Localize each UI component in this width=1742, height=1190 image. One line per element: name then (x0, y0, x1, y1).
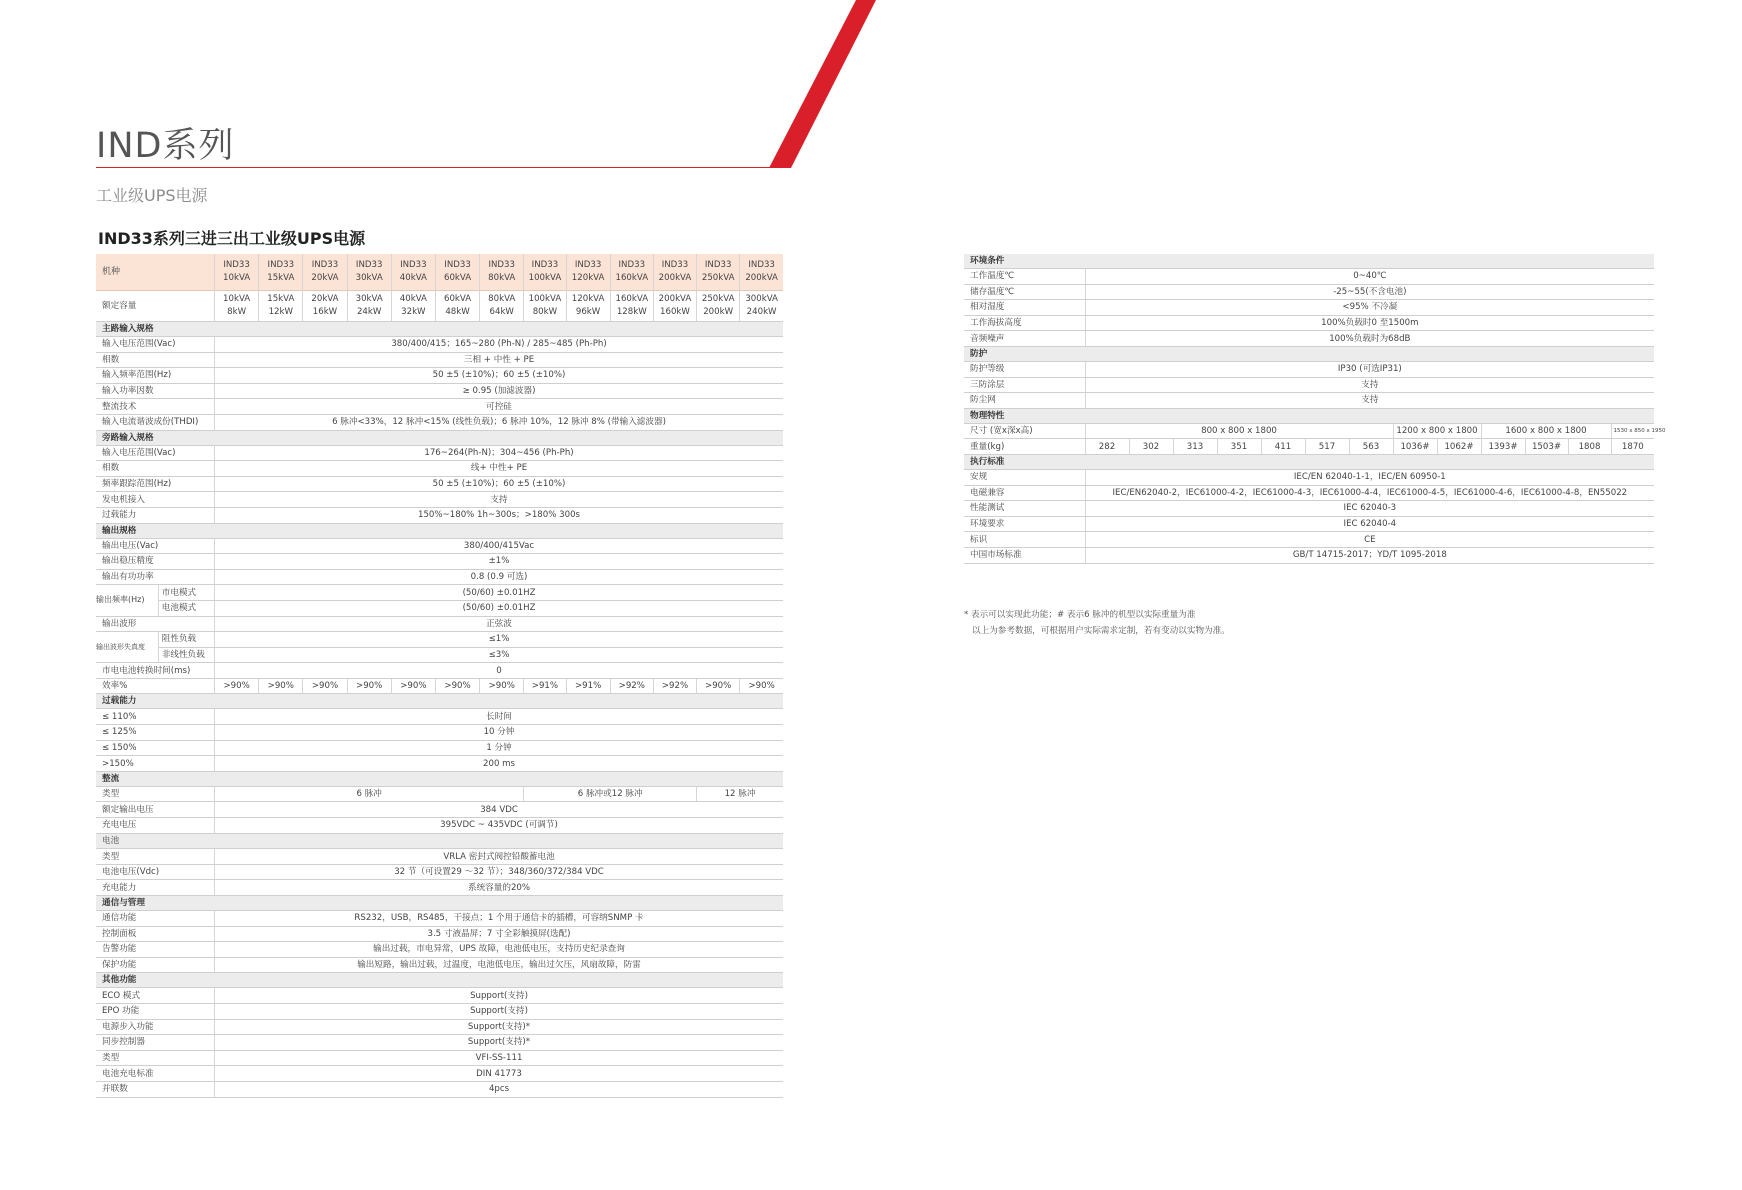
sub-label: 阻性负载 (158, 632, 214, 648)
row-label: 工作海拔高度 (964, 315, 1085, 331)
table-row (96, 694, 783, 709)
section-header: 主路输入规格 (96, 322, 783, 337)
row-label: ECO 模式 (96, 988, 215, 1004)
model-header: IND33 200kVA (740, 254, 783, 291)
table-row (96, 430, 783, 445)
section-header: 通信与管理 (96, 896, 783, 911)
row-label: 安规 (964, 469, 1085, 485)
group-label: 输出频率(Hz) (96, 585, 158, 616)
row-value: 线+ 中性+ PE (215, 461, 783, 477)
table-row (964, 377, 1654, 393)
row-value: 380/400/415；165~280 (Ph-N) / 285~485 (Ph-Ph) (215, 337, 783, 353)
row-value: 输出短路，输出过载，过温度，电池低电压，输出过欠压，风扇故障，防雷 (215, 957, 783, 973)
model-header: IND33 15kVA (259, 254, 303, 291)
row-value: 支持 (1085, 393, 1654, 409)
table-row (964, 547, 1654, 563)
row-label: 保护功能 (96, 957, 215, 973)
row-value: IP30 (可选IP31) (1085, 361, 1654, 377)
section-title: IND33系列三进三出工业级UPS电源 (98, 229, 366, 248)
table-row (964, 300, 1654, 316)
row-label: 类型 (96, 786, 215, 802)
row-label: 输出稳压精度 (96, 554, 215, 570)
row-value: 支持 (215, 492, 783, 508)
capacity-value: 15kVA 12kW (259, 291, 303, 322)
row-label: 电池充电标准 (96, 1066, 215, 1082)
row-value: 200 ms (215, 756, 783, 772)
table-row (96, 585, 783, 601)
model-label: 机种 (96, 254, 215, 291)
row-label: 类型 (96, 1050, 215, 1066)
footnotes (964, 607, 1230, 639)
capacity-value: 120kVA 96kW (566, 291, 610, 322)
table-row (964, 469, 1654, 485)
table-row (96, 1019, 783, 1035)
row-value: 176~264(Ph-N)；304~456 (Ph-Ph) (215, 445, 783, 461)
row-label: 并联数 (96, 1081, 215, 1097)
row-value: 800 x 800 x 1800 (1085, 423, 1393, 439)
model-header: IND33 250kVA (697, 254, 740, 291)
row-label: 输出波形 (96, 616, 215, 632)
row-label: 储存温度℃ (964, 284, 1085, 300)
row-value: 150%~180% 1h~300s；>180% 300s (215, 507, 783, 523)
table-row (96, 352, 783, 368)
row-label: >150% (96, 756, 215, 772)
table-row (96, 911, 783, 927)
row-value: ≤3% (215, 647, 783, 663)
weight-value: 302 (1129, 439, 1173, 455)
row-label: 标识 (964, 532, 1085, 548)
table-row (96, 973, 783, 988)
weight-value: 563 (1349, 439, 1393, 455)
row-value: 380/400/415Vac (215, 538, 783, 554)
row-value: 6 脉冲或12 脉冲 (524, 786, 697, 802)
row-value: ≥ 0.95 (加滤波器) (215, 383, 783, 399)
table-row (96, 445, 783, 461)
footnote-1: * 表示可以实现此功能；# 表示6 脉冲的机型以实际重量为准 (964, 610, 1196, 620)
capacity-value: 20kVA 16kW (303, 291, 347, 322)
row-label: 中国市场标准 (964, 547, 1085, 563)
capacity-value: 200kVA 160kW (653, 291, 696, 322)
table-row (964, 516, 1654, 532)
row-value: Support(支持) (215, 988, 783, 1004)
row-value: 6 脉冲 (215, 786, 524, 802)
row-label: 市电电池转换时间(ms) (96, 663, 215, 679)
row-label: ≤ 150% (96, 740, 215, 756)
table-row (96, 942, 783, 958)
efficiency-value: >90% (347, 678, 391, 694)
table-row (964, 346, 1654, 361)
row-label: 输出电压(Vac) (96, 538, 215, 554)
section-header: 防护 (964, 346, 1654, 361)
table-row (96, 523, 783, 538)
capacity-value: 300kVA 240kW (740, 291, 783, 322)
capacity-value: 250kVA 200kW (697, 291, 740, 322)
row-value: IEC/EN 62040-1-1，IEC/EN 60950-1 (1085, 469, 1654, 485)
table-row (96, 818, 783, 834)
row-value: 3.5 寸液晶屏；7 寸全彩触摸屏(选配) (215, 926, 783, 942)
table-row (96, 988, 783, 1004)
row-label: 电池电压(Vdc) (96, 864, 215, 880)
row-label: 输入电压范围(Vac) (96, 337, 215, 353)
table-row (96, 833, 783, 849)
model-header: IND33 20kVA (303, 254, 347, 291)
row-label: ≤ 125% (96, 725, 215, 741)
section-header: 过载能力 (96, 694, 783, 709)
table-row (964, 284, 1654, 300)
table-row (96, 461, 783, 477)
efficiency-value: >92% (653, 678, 696, 694)
efficiency-value: >92% (610, 678, 653, 694)
table-row (96, 1050, 783, 1066)
table-row (964, 532, 1654, 548)
row-label: 防尘网 (964, 393, 1085, 409)
row-value: 6 脉冲<33%，12 脉冲<15% (线性负载)；6 脉冲 10%，12 脉冲 8% (带输入滤波器) (215, 414, 783, 430)
row-value: 长时间 (215, 709, 783, 725)
table-row (964, 454, 1654, 469)
row-label: 控制面板 (96, 926, 215, 942)
row-label: 充电能力 (96, 880, 215, 896)
table-row (964, 361, 1654, 377)
table-row (96, 616, 783, 632)
section-header: 执行标准 (964, 454, 1654, 469)
row-value: Support(支持)* (215, 1019, 783, 1035)
row-label: 环境要求 (964, 516, 1085, 532)
model-header: IND33 30kVA (347, 254, 391, 291)
table-row (964, 423, 1654, 439)
table-row (96, 554, 783, 570)
table-row (96, 337, 783, 353)
capacity-value: 60kVA 48kW (435, 291, 479, 322)
table-row (964, 254, 1654, 269)
efficiency-value: >90% (480, 678, 524, 694)
row-value: IEC 62040-3 (1085, 501, 1654, 517)
table-row (96, 926, 783, 942)
efficiency-value: >90% (303, 678, 347, 694)
table-row (96, 1003, 783, 1019)
table-row (96, 756, 783, 772)
table-row (96, 1035, 783, 1051)
row-value: 支持 (1085, 377, 1654, 393)
row-value: 384 VDC (215, 802, 783, 818)
table-row (96, 678, 783, 694)
row-value: 100%负载时0 至1500m (1085, 315, 1654, 331)
section-header: 电池 (96, 833, 783, 849)
section-header: 其他功能 (96, 973, 783, 988)
row-value: RS232，USB，RS485，干接点；1 个用于通信卡的插槽，可容纳SNMP 卡 (215, 911, 783, 927)
row-value: -25~55(不含电池) (1085, 284, 1654, 300)
row-label: 重量(kg) (964, 439, 1085, 455)
weight-value: 1036# (1393, 439, 1437, 455)
sub-label: 电池模式 (158, 600, 214, 616)
row-value: 395VDC ~ 435VDC (可调节) (215, 818, 783, 834)
row-value: 50 ±5 (±10%)；60 ±5 (±10%) (215, 368, 783, 384)
row-label: 通信功能 (96, 911, 215, 927)
weight-value: 313 (1173, 439, 1217, 455)
row-value: 50 ±5 (±10%)；60 ±5 (±10%) (215, 476, 783, 492)
row-value: Support(支持)* (215, 1035, 783, 1051)
row-value: DIN 41773 (215, 1066, 783, 1082)
table-row (96, 663, 783, 679)
row-value: 0~40℃ (1085, 269, 1654, 285)
row-label: 尺寸 (宽x深x高) (964, 423, 1085, 439)
table-row (96, 1081, 783, 1097)
capacity-label: 额定容量 (96, 291, 215, 322)
table-row (96, 864, 783, 880)
row-label: EPO 功能 (96, 1003, 215, 1019)
model-header: IND33 120kVA (566, 254, 610, 291)
model-header: IND33 100kVA (524, 254, 566, 291)
weight-value: 351 (1217, 439, 1261, 455)
row-value: Support(支持) (215, 1003, 783, 1019)
row-value: 10 分钟 (215, 725, 783, 741)
row-value: (50/60) ±0.01HZ (215, 600, 783, 616)
row-value: 4pcs (215, 1081, 783, 1097)
weight-value: 1870 (1611, 439, 1654, 455)
row-label: 类型 (96, 849, 215, 865)
row-value: GB/T 14715-2017；YD/T 1095-2018 (1085, 547, 1654, 563)
efficiency-value: >90% (435, 678, 479, 694)
row-value: 1530 x 850 x 1950 (1611, 423, 1654, 439)
row-label: ≤ 110% (96, 709, 215, 725)
row-label: 输出有功功率 (96, 569, 215, 585)
page-subtitle: 工业级UPS电源 (96, 186, 208, 205)
row-value: IEC/EN62040-2，IEC61000-4-2，IEC61000-4-3，IEC61000-4-4，IEC61000-4-5，IEC61000-4-6，IEC61000-4-8，EN55022 (1085, 485, 1654, 501)
row-label: 工作温度℃ (964, 269, 1085, 285)
table-row (96, 538, 783, 554)
row-label: 性能测试 (964, 501, 1085, 517)
section-header: 旁路输入规格 (96, 430, 783, 445)
row-value: CE (1085, 532, 1654, 548)
table-row (964, 315, 1654, 331)
table-row (964, 439, 1654, 455)
row-value: 32 节（可设置29 ～32 节）；348/360/372/384 VDC (215, 864, 783, 880)
row-label: 相数 (96, 352, 215, 368)
row-label: 音频噪声 (964, 331, 1085, 347)
table-row (96, 1066, 783, 1082)
group-label: 输出波形失真度 (96, 632, 158, 663)
row-value: VRLA 密封式阀控铅酸蓄电池 (215, 849, 783, 865)
row-value: 0.8 (0.9 可选) (215, 569, 783, 585)
table-row (96, 368, 783, 384)
row-label: 相对湿度 (964, 300, 1085, 316)
row-value: (50/60) ±0.01HZ (215, 585, 783, 601)
table-row (96, 647, 783, 663)
efficiency-value: >90% (259, 678, 303, 694)
row-value: 系统容量的20% (215, 880, 783, 896)
row-value: 1600 x 800 x 1800 (1481, 423, 1611, 439)
row-value: VFI-SS-111 (215, 1050, 783, 1066)
row-value: IEC 62040-4 (1085, 516, 1654, 532)
table-row (96, 600, 783, 616)
table-row (96, 322, 783, 337)
table-row (96, 771, 783, 786)
row-label: 充电电压 (96, 818, 215, 834)
row-value: ±1% (215, 554, 783, 570)
capacity-value: 100kVA 80kW (524, 291, 566, 322)
spec-table-right (964, 254, 1666, 564)
row-value: 正弦波 (215, 616, 783, 632)
section-header: 输出规格 (96, 523, 783, 538)
row-value: 100%负载时为68dB (1085, 331, 1654, 347)
capacity-value: 30kVA 24kW (347, 291, 391, 322)
row-label: 额定输出电压 (96, 802, 215, 818)
row-label: 相数 (96, 461, 215, 477)
table-row (96, 492, 783, 508)
efficiency-value: >91% (566, 678, 610, 694)
table-row (96, 709, 783, 725)
efficiency-value: >91% (524, 678, 566, 694)
row-label: 电源步入功能 (96, 1019, 215, 1035)
model-header: IND33 10kVA (215, 254, 259, 291)
row-label: 电磁兼容 (964, 485, 1085, 501)
row-value: 0 (215, 663, 783, 679)
row-value: ≤1% (215, 632, 783, 648)
weight-value: 411 (1261, 439, 1305, 455)
weight-value: 517 (1305, 439, 1349, 455)
row-label: 防护等级 (964, 361, 1085, 377)
row-label: 输入电流谐波成份(THDI) (96, 414, 215, 430)
table-row (96, 880, 783, 896)
table-row (964, 485, 1654, 501)
row-value: 可控硅 (215, 399, 783, 415)
row-value: 1 分钟 (215, 740, 783, 756)
row-value: 输出过载，市电异常，UPS 故障，电池低电压，支持历史纪录查询 (215, 942, 783, 958)
table-row (964, 331, 1654, 347)
model-header: IND33 160kVA (610, 254, 653, 291)
table-row (96, 383, 783, 399)
row-value: <95% 不冷凝 (1085, 300, 1654, 316)
row-value: 12 脉冲 (697, 786, 783, 802)
table-row (96, 507, 783, 523)
weight-value: 282 (1085, 439, 1129, 455)
table-row (96, 896, 783, 911)
capacity-value: 40kVA 32kW (391, 291, 435, 322)
row-label: 三防涂层 (964, 377, 1085, 393)
table-row (96, 569, 783, 585)
model-header: IND33 80kVA (480, 254, 524, 291)
model-header: IND33 200kVA (653, 254, 696, 291)
table-row (96, 254, 783, 291)
sub-label: 非线性负载 (158, 647, 214, 663)
model-header: IND33 40kVA (391, 254, 435, 291)
row-label: 同步控制器 (96, 1035, 215, 1051)
row-label: 发电机接入 (96, 492, 215, 508)
row-value: 三相 + 中性 + PE (215, 352, 783, 368)
row-label: 效率% (96, 678, 215, 694)
row-label: 输入电压范围(Vac) (96, 445, 215, 461)
row-label: 告警功能 (96, 942, 215, 958)
table-row (96, 849, 783, 865)
table-row (96, 291, 783, 322)
red-diagonal-stripe (0, 0, 1742, 200)
weight-value: 1393# (1481, 439, 1525, 455)
sub-label: 市电模式 (158, 585, 214, 601)
efficiency-value: >90% (391, 678, 435, 694)
section-header: 环境条件 (964, 254, 1654, 269)
table-row (96, 399, 783, 415)
table-row (96, 414, 783, 430)
efficiency-value: >90% (697, 678, 740, 694)
efficiency-value: >90% (215, 678, 259, 694)
table-row (96, 786, 783, 802)
row-value: 1200 x 800 x 1800 (1393, 423, 1481, 439)
table-row (96, 725, 783, 741)
table-row (96, 957, 783, 973)
table-row (96, 802, 783, 818)
section-header: 整流 (96, 771, 783, 786)
model-header: IND33 60kVA (435, 254, 479, 291)
table-row (964, 408, 1654, 423)
row-label: 输入功率因数 (96, 383, 215, 399)
table-row (964, 393, 1654, 409)
section-header: 物理特性 (964, 408, 1654, 423)
capacity-value: 80kVA 64kW (480, 291, 524, 322)
page-title: IND系列 (96, 126, 235, 166)
efficiency-value: >90% (740, 678, 783, 694)
table-row (96, 632, 783, 648)
table-row (964, 269, 1654, 285)
row-label: 过载能力 (96, 507, 215, 523)
row-label: 输入频率范围(Hz) (96, 368, 215, 384)
weight-value: 1503# (1525, 439, 1568, 455)
weight-value: 1062# (1437, 439, 1481, 455)
spec-table-left (96, 254, 783, 1098)
table-row (964, 501, 1654, 517)
row-label: 频率跟踪范围(Hz) (96, 476, 215, 492)
capacity-value: 10kVA 8kW (215, 291, 259, 322)
table-row (96, 740, 783, 756)
footnote-2: 以上为参考数据，可根据用户实际需求定制，若有变动以实物为准。 (972, 626, 1230, 636)
capacity-value: 160kVA 128kW (610, 291, 653, 322)
table-row (96, 476, 783, 492)
row-label: 整流技术 (96, 399, 215, 415)
weight-value: 1808 (1568, 439, 1611, 455)
